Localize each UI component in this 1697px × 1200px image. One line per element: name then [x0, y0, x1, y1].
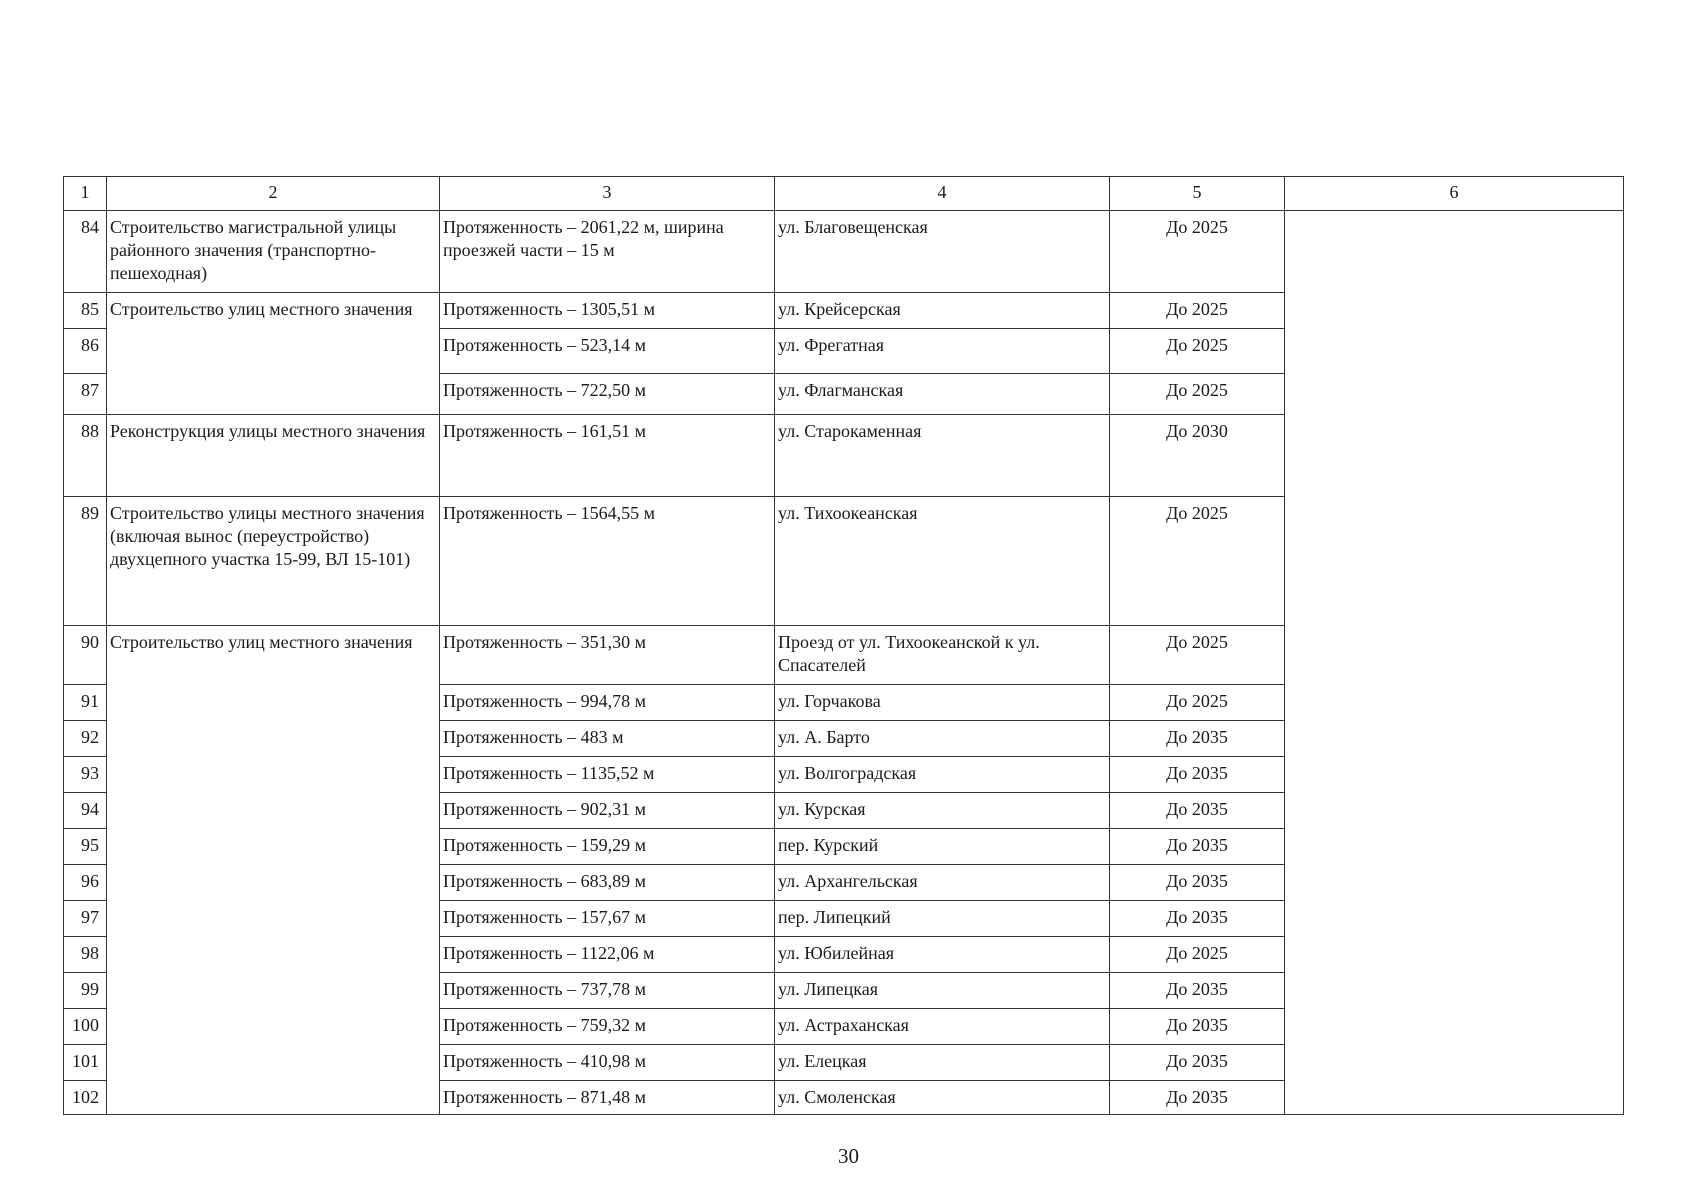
work-description: Строительство магистральной улицы районного значения (транспортно-пешеходная): [107, 211, 440, 293]
work-parameters: Протяженность – 902,31 м: [440, 793, 775, 829]
works-table-sheet: [63, 176, 1623, 1115]
work-location: ул. Горчакова: [775, 685, 1110, 721]
work-deadline: До 2025: [1110, 685, 1285, 721]
work-parameters: Протяженность – 759,32 м: [440, 1009, 775, 1045]
work-description: Реконструкция улицы местного значения: [107, 415, 440, 497]
row-number: 92: [64, 721, 107, 757]
work-deadline: До 2035: [1110, 1009, 1285, 1045]
column-number-row: [64, 177, 1624, 211]
work-location: ул. А. Барто: [775, 721, 1110, 757]
page-number: 30: [838, 1144, 859, 1168]
work-location: ул. Смоленская: [775, 1081, 1110, 1115]
work-location: ул. Старокаменная: [775, 415, 1110, 497]
work-deadline: До 2035: [1110, 865, 1285, 901]
row-number: 84: [64, 211, 107, 293]
work-location: пер. Курский: [775, 829, 1110, 865]
row-number: 87: [64, 374, 107, 415]
column-number: 3: [440, 177, 775, 211]
work-parameters: Протяженность – 722,50 м: [440, 374, 775, 415]
work-location: ул. Крейсерская: [775, 293, 1110, 329]
row-number: 93: [64, 757, 107, 793]
work-description: Строительство улиц местного значения: [107, 626, 440, 1115]
work-deadline: До 2025: [1110, 937, 1285, 973]
work-location: ул. Курская: [775, 793, 1110, 829]
work-deadline: До 2025: [1110, 374, 1285, 415]
work-location: ул. Липецкая: [775, 973, 1110, 1009]
row-number: 85: [64, 293, 107, 329]
work-parameters: Протяженность – 483 м: [440, 721, 775, 757]
work-parameters: Протяженность – 2061,22 м, ширина проезжей части – 15 м: [440, 211, 775, 293]
work-location: ул. Юбилейная: [775, 937, 1110, 973]
row-number: 94: [64, 793, 107, 829]
work-location: Проезд от ул. Тихоокеанской к ул. Спасателей: [775, 626, 1110, 685]
work-deadline: До 2025: [1110, 293, 1285, 329]
row-number: 100: [64, 1009, 107, 1045]
work-deadline: До 2025: [1110, 497, 1285, 626]
work-parameters: Протяженность – 683,89 м: [440, 865, 775, 901]
column-number: 4: [775, 177, 1110, 211]
row-number: 96: [64, 865, 107, 901]
row-number: 95: [64, 829, 107, 865]
work-parameters: Протяженность – 1122,06 м: [440, 937, 775, 973]
work-description: Строительство улицы местного значения (включая вынос (переустройство) двухцепного участка 15-99, ВЛ 15-101): [107, 497, 440, 626]
table-row: [64, 211, 1624, 293]
works-table: [63, 176, 1624, 1115]
work-deadline: До 2035: [1110, 901, 1285, 937]
work-deadline: До 2030: [1110, 415, 1285, 497]
work-deadline: До 2035: [1110, 721, 1285, 757]
work-location: ул. Волгоградская: [775, 757, 1110, 793]
work-parameters: Протяженность – 737,78 м: [440, 973, 775, 1009]
work-location: ул. Благовещенская: [775, 211, 1110, 293]
work-parameters: Протяженность – 157,67 м: [440, 901, 775, 937]
row-number: 99: [64, 973, 107, 1009]
column-number: 5: [1110, 177, 1285, 211]
work-location: ул. Архангельская: [775, 865, 1110, 901]
work-parameters: Протяженность – 1135,52 м: [440, 757, 775, 793]
work-parameters: Протяженность – 994,78 м: [440, 685, 775, 721]
work-description: Строительство улиц местного значения: [107, 293, 440, 415]
work-location: ул. Флагманская: [775, 374, 1110, 415]
column-number: 1: [64, 177, 107, 211]
work-parameters: Протяженность – 410,98 м: [440, 1045, 775, 1081]
row-number: 89: [64, 497, 107, 626]
work-location: пер. Липецкий: [775, 901, 1110, 937]
row-number: 86: [64, 329, 107, 374]
column-6-empty-cell: [1285, 211, 1624, 1115]
work-deadline: До 2035: [1110, 1081, 1285, 1115]
work-deadline: До 2035: [1110, 1045, 1285, 1081]
row-number: 97: [64, 901, 107, 937]
work-parameters: Протяженность – 159,29 м: [440, 829, 775, 865]
work-location: ул. Астраханская: [775, 1009, 1110, 1045]
work-deadline: До 2025: [1110, 211, 1285, 293]
work-deadline: До 2035: [1110, 829, 1285, 865]
work-location: ул. Елецкая: [775, 1045, 1110, 1081]
work-parameters: Протяженность – 161,51 м: [440, 415, 775, 497]
row-number: 88: [64, 415, 107, 497]
work-deadline: До 2025: [1110, 626, 1285, 685]
row-number: 90: [64, 626, 107, 685]
row-number: 101: [64, 1045, 107, 1081]
column-number: 6: [1285, 177, 1624, 211]
work-parameters: Протяженность – 523,14 м: [440, 329, 775, 374]
work-parameters: Протяженность – 871,48 м: [440, 1081, 775, 1115]
work-parameters: Протяженность – 351,30 м: [440, 626, 775, 685]
work-deadline: До 2035: [1110, 973, 1285, 1009]
work-parameters: Протяженность – 1564,55 м: [440, 497, 775, 626]
row-number: 98: [64, 937, 107, 973]
work-parameters: Протяженность – 1305,51 м: [440, 293, 775, 329]
column-number: 2: [107, 177, 440, 211]
row-number: 91: [64, 685, 107, 721]
row-number: 102: [64, 1081, 107, 1115]
work-deadline: До 2035: [1110, 757, 1285, 793]
work-deadline: До 2025: [1110, 329, 1285, 374]
work-location: ул. Тихоокеанская: [775, 497, 1110, 626]
work-location: ул. Фрегатная: [775, 329, 1110, 374]
work-deadline: До 2035: [1110, 793, 1285, 829]
